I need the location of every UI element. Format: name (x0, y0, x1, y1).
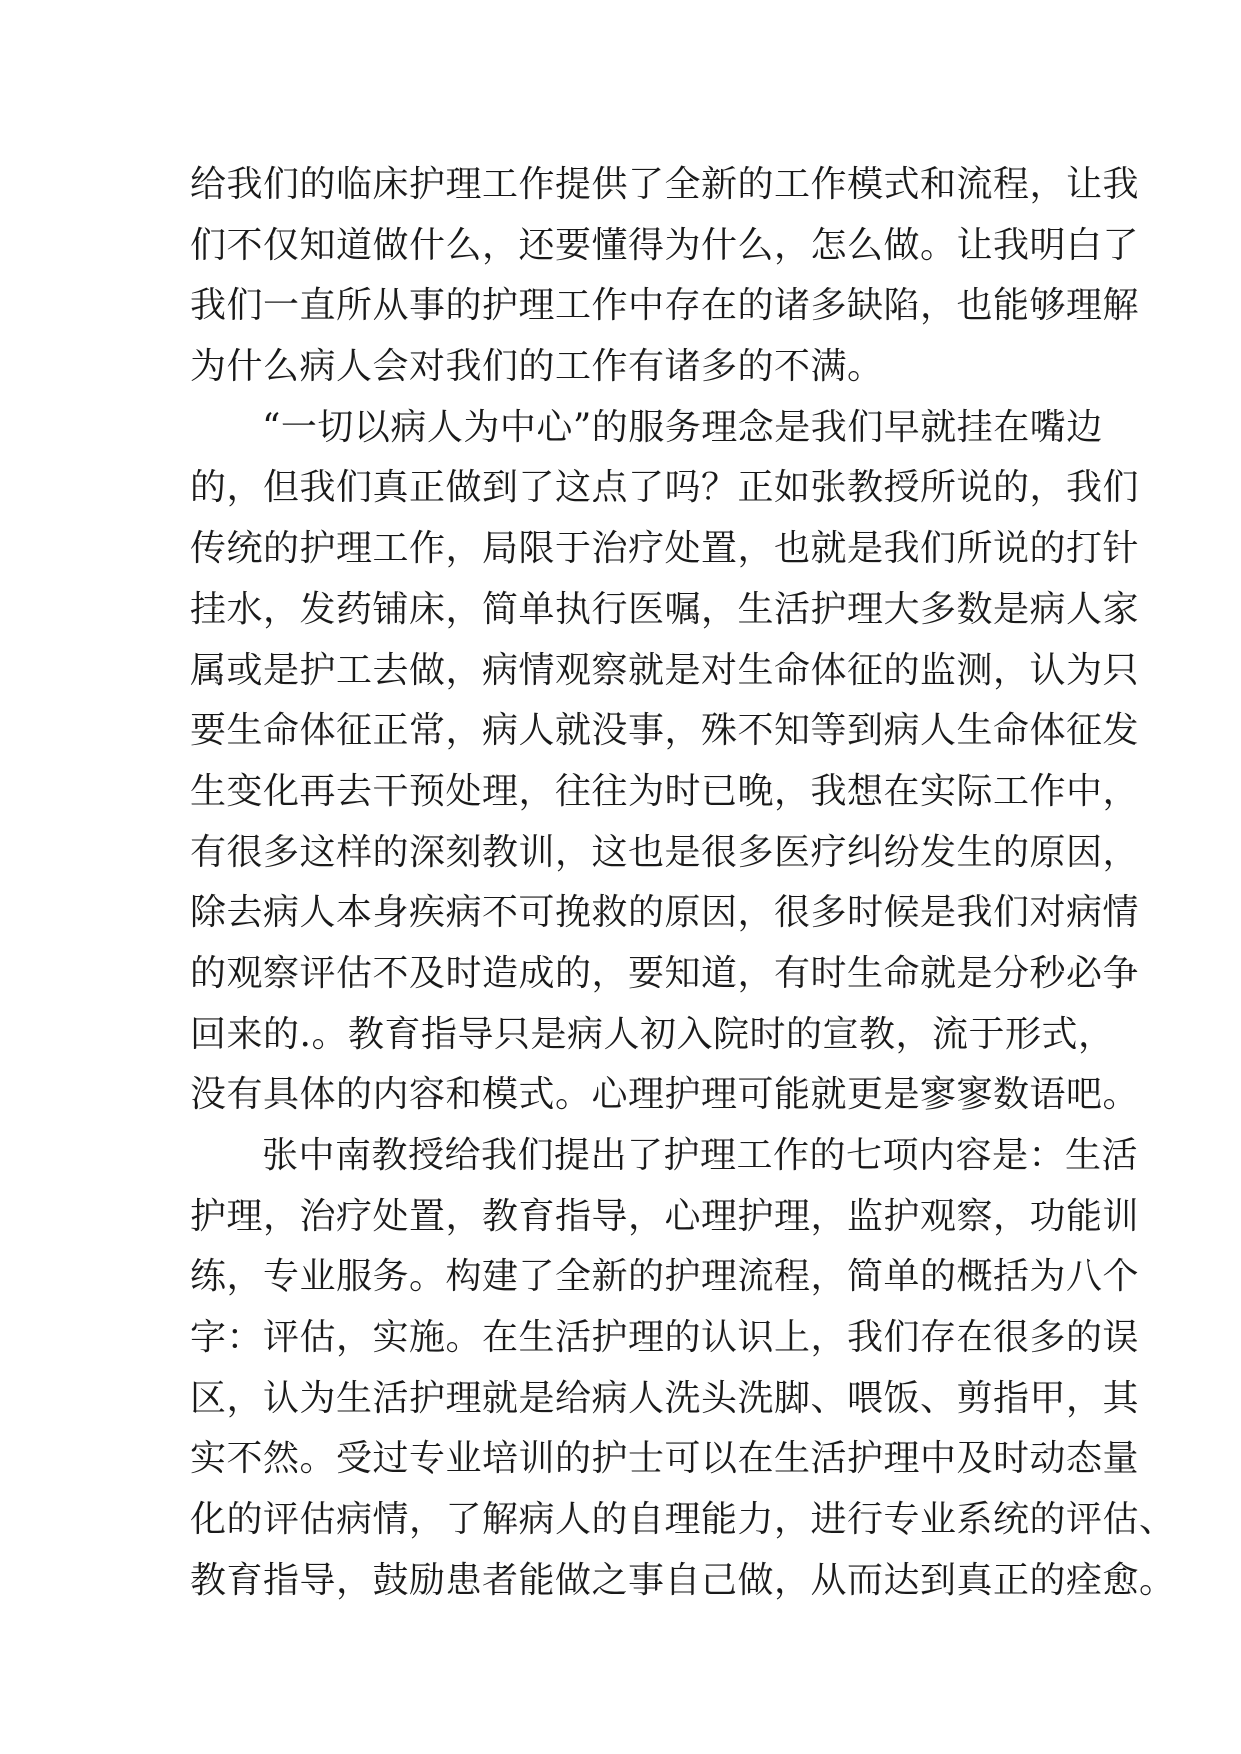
text-line: 们不仅知道做什么，还要懂得为什么，怎么做。让我明白了 (190, 224, 1140, 266)
text-line: 要生命体征正常，病人就没事，殊不知等到病人生命体征发 (190, 710, 1140, 752)
text-line: “一切以病人为中心”的服务理念是我们早就挂在嘴边 (262, 406, 1103, 448)
text-line: 化的评估病情，了解病人的自理能力，进行专业系统的评估、 (190, 1499, 1176, 1541)
text-line: 回来的.。教育指导只是病人初入院时的宣教，流于形式， (190, 1013, 1115, 1055)
text-line: 的观察评估不及时造成的，要知道，有时生命就是分秒必争 (190, 952, 1140, 994)
text-line: 挂水，发药铺床，简单执行医嘱，生活护理大多数是病人家 (190, 588, 1140, 630)
text-line: 区，认为生活护理就是给病人洗头洗脚、喂饭、剪指甲，其 (190, 1377, 1140, 1419)
text-line: 的，但我们真正做到了这点了吗？正如张教授所说的，我们 (190, 467, 1140, 509)
text-line: 生变化再去干预处理，往往为时已晚，我想在实际工作中， (190, 770, 1140, 812)
text-line: 为什么病人会对我们的工作有诸多的不满。 (190, 346, 884, 388)
text-line: 张中南教授给我们提出了护理工作的七项内容是：生活 (262, 1135, 1139, 1176)
text-line: 护理，治疗处置，教育指导，心理护理，监护观察，功能训 (190, 1195, 1140, 1237)
text-line: 字：评估，实施。在生活护理的认识上，我们存在很多的误 (190, 1317, 1140, 1359)
text-line: 有很多这样的深刻教训，这也是很多医疗纠纷发生的原因， (190, 831, 1140, 873)
text-line: 我们一直所从事的护理工作中存在的诸多缺陷，也能够理解 (190, 285, 1140, 327)
text-line: 除去病人本身疾病不可挽救的原因，很多时候是我们对病情 (190, 892, 1140, 934)
text-line: 给我们的临床护理工作提供了全新的工作模式和流程，让我 (190, 164, 1140, 205)
text-line: 实不然。受过专业培训的护士可以在生活护理中及时动态量 (190, 1438, 1140, 1480)
text-line: 教育指导，鼓励患者能做之事自己做，从而达到真正的痊愈。 (190, 1559, 1176, 1601)
text-line: 练，专业服务。构建了全新的护理流程，简单的概括为八个 (190, 1256, 1140, 1298)
text-line: 属或是护工去做，病情观察就是对生命体征的监测，认为只 (190, 649, 1140, 691)
text-line: 传统的护理工作，局限于治疗处置，也就是我们所说的打针 (190, 528, 1140, 570)
document-body (190, 155, 1176, 1612)
text-line: 没有具体的内容和模式。心理护理可能就更是寥寥数语吧。 (190, 1074, 1140, 1116)
